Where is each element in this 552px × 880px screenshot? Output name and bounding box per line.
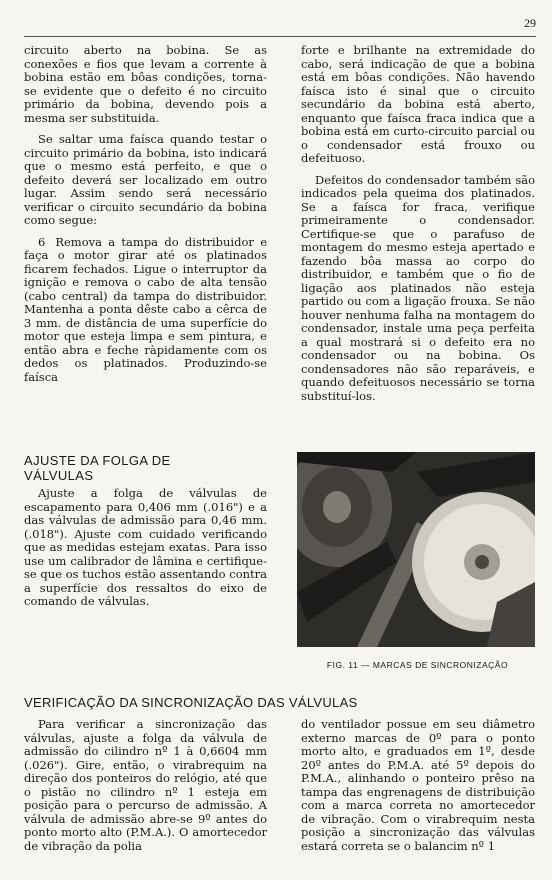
right-column bbox=[301, 44, 535, 411]
paragraph: circuito aberto na bobina. Se as conexões e fios que levam a corrente à bobina estão em bôas condições, torna-se evidente que o defeito é no circuito primário da bobina, devendo pois a mesma ser substituida. bbox=[24, 43, 267, 125]
section-valve-timing-left bbox=[24, 718, 267, 853]
paragraph: Defeitos do condensador também são indicados pela queima dos platinados. Se a faísca for fraca, verifique primeiramente o condensador. Certifique-se que o parafuso de montagem do mesmo esteja apertado e fazendo bôa massa ao corpo do distribuidor, e também que o fio de ligação aos platinados não esteja partido ou com a ligação frouxa. Se não houver nenhuma falha na montagem do condensador, instale uma peça perfeita a qual mostrará si o defeito era no condensador ou na bobina. Os condensadores não são reparáveis, e quando defeituosos necessário se torna substituí-los. bbox=[301, 172, 535, 403]
page-number: 29 bbox=[524, 16, 536, 30]
section-valve-timing-right bbox=[301, 718, 535, 853]
timing-marks-photo bbox=[297, 452, 535, 647]
step-text: Remova a tampa do distribuidor e faça o motor girar até os platinados ficarem fechados. Ligue o interruptor da ignição e remova o cabo de alta tensão (cabo central) da tampa do distribuidor. Mantenha a ponta dêste cabo a cêrca de 3 mm. de distância de uma superfície do motor que esteja limpa e sem pintura, e então abra e feche ràpidamente com os dedos os platinados. Produzindo-se faísca bbox=[24, 234, 267, 384]
paragraph: Se saltar uma faísca quando testar o circuito primário da bobina, isto indicará que o mesmo está perfeito, e que o defeito deverá ser localizado em outro lugar. Assim sendo será necessário verificar o circuito secundário da bobina como segue: bbox=[24, 132, 267, 227]
figure-photo bbox=[297, 452, 535, 647]
paragraph: Para verificar a sincronização das válvulas, ajuste a folga da válvula de admissão do cilindro nº 1 à 0,6604 mm (.026"). Gire, então, o virabrequim na direção dos ponteiros do relógio, até que o pistão no cilindro nº 1 esteja em posição para o percurso de admissão. A válvula de admissão abre-se 9º antes do ponto morto alto (P.M.A.). O amortecedor de vibração da polia bbox=[24, 717, 267, 853]
section-title: VERIFICAÇÃO DA SINCRONIZAÇÃO DAS VÁLVULAS bbox=[24, 695, 358, 710]
section-title bbox=[24, 453, 267, 483]
step-number: 6 bbox=[38, 234, 46, 249]
section-title-line: AJUSTE DA FOLGA DE bbox=[24, 453, 171, 468]
paragraph: Ajuste a folga de válvulas de escapamento para 0,406 mm (.016") e a das válvulas de admissão para 0,46 mm. (.018"). Ajuste com cuidado verificando que as medidas estejam exatas. Para isso use um calibrador de lâmina e certifique-se que os tuchos estão assentando contra a superfície dos ressaltos do eixo de comando de válvulas. bbox=[24, 486, 267, 608]
section-valve-clearance bbox=[24, 453, 267, 609]
figure-caption: FIG. 11 — MARCAS DE SINCRONIZAÇÃO bbox=[326, 660, 509, 670]
left-column bbox=[24, 44, 267, 392]
step-item bbox=[24, 236, 267, 385]
header-rule bbox=[24, 36, 536, 37]
paragraph: do ventilador possue em seu diâmetro externo marcas de 0º para o ponto morto alto, e graduados em 1º, desde 20º antes do P.M.A. até 5º depois do P.M.A., alinhando o ponteiro prêso na tampa das engrenagens de distribuição com a marca correta no amortecedor de vibração. Com o virabrequim nesta posição a sincronização das válvulas estará correta se o balancim nº 1 bbox=[301, 717, 535, 853]
section-title-line: VÁLVULAS bbox=[24, 468, 94, 483]
paragraph: forte e brilhante na extremidade do cabo, será indicação de que a bobina está em bôas condições. Não havendo faísca isto é sinal que o circuito secundário da bobina está aberto, enquanto que faísca fraca indica que a bobina está em curto-circuito parcial ou o condensador está frouxo ou defeituoso. bbox=[301, 43, 535, 165]
